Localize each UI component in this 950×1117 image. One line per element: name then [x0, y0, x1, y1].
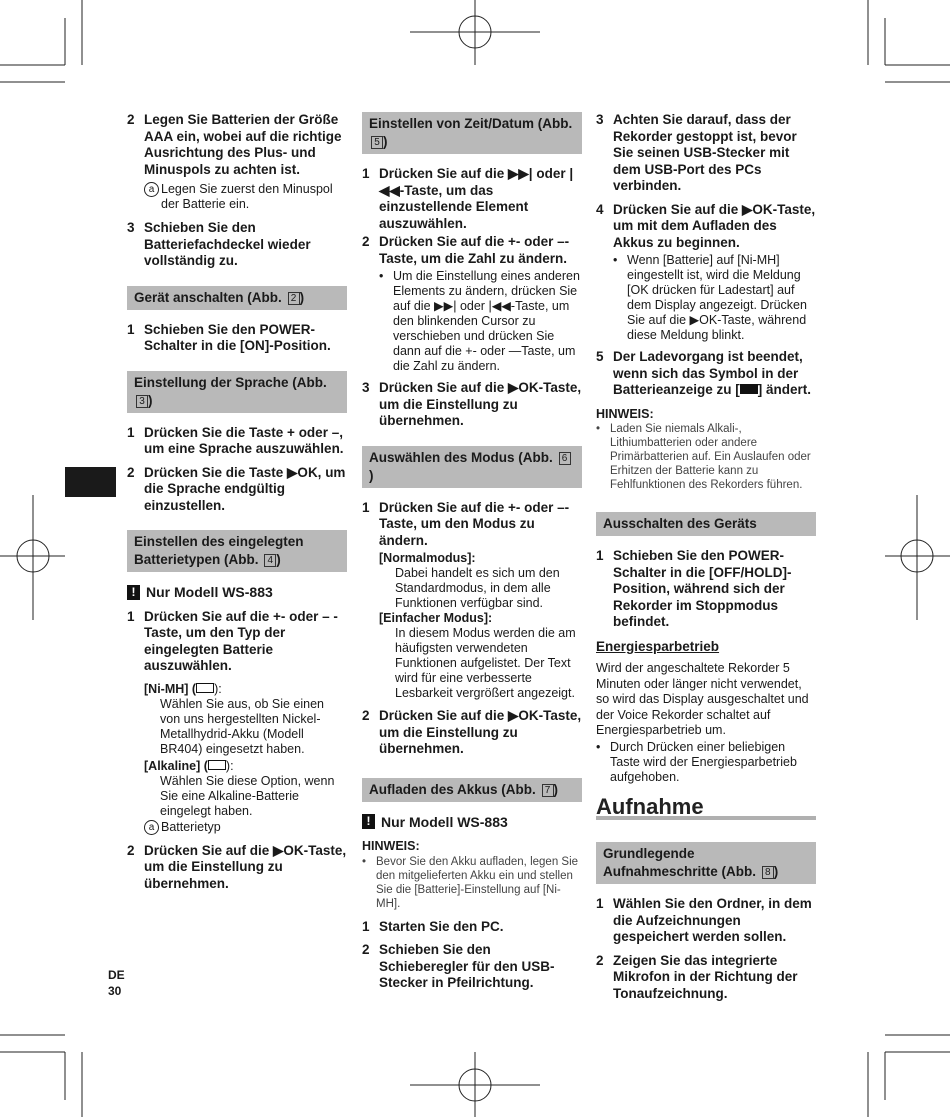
- simple-mode-desc: In diesem Modus werden die am häufigsten verwendeten Funktionen aufgelistet. Der Text wird für eine verbesserte Lesbarkeit vergrößert angezeigt.: [395, 626, 576, 700]
- alkaline-label: [Alkaline] ( ):: [144, 758, 234, 773]
- normal-mode-label: [Normalmodus]:: [379, 551, 476, 565]
- step-time-1: 1 Drücken Sie auf die ▶▶| oder |◀◀-Taste, um das einzustellende Element auszuwählen.: [362, 166, 574, 231]
- section-charge: Aufladen des Akkus (Abb. 7 ): [362, 778, 582, 802]
- battery-alkaline-icon: [208, 760, 226, 770]
- normal-mode-desc: Dabei handelt es sich um den Standardmodus, in dem alle Funktionen verfügbar sind.: [395, 566, 560, 610]
- step-off-1: 1 Schieben Sie den POWER-Schalter in die [OFF/HOLD]-Position, während sich der Rekorder im Stoppmodus befindet.: [596, 548, 792, 629]
- step-time-2: 2 Drücken Sie auf die +- oder –-Taste, um die Zahl zu ändern.: [362, 234, 570, 266]
- step-3: 3 Schieben Sie den Batteriefachdeckel wieder vollständig zu.: [127, 220, 311, 268]
- section-time-date: Einstellen von Zeit/Datum (Abb. 5 ): [362, 112, 582, 154]
- model-note: ! Nur Modell WS-883: [362, 814, 582, 831]
- time-bullet: • Um die Einstellung eines anderen Elements zu ändern, drücken Sie auf die ▶▶| oder |◀◀-Taste, um den blinkenden Cursor zu verschieben und drücken Sie dann auf die +- oder —Taste, um die Zahl zu ändern.: [379, 269, 580, 373]
- step-charge-5: 5 Der Ladevorgang ist beendet, wenn sich das Symbol in der Batterieanzeige zu [ ] ändert.: [596, 349, 812, 397]
- step-2: 2 Legen Sie Batterien der Größe AAA ein, wobei auf die richtige Ausrichtung des Plus- und Minuspols zu achten ist.: [127, 112, 342, 177]
- note-marker: a: [144, 820, 159, 835]
- nimh-desc: Wählen Sie aus, ob Sie einen von uns hergestellten Nickel-Metallhydrid-Akku (Modell BR404) eingesetzt haben.: [160, 696, 324, 756]
- section-language: Einstellung der Sprache (Abb. 3 ): [127, 371, 347, 413]
- charge-bullet: • Wenn [Batterie] auf [Ni-MH] eingestellt ist, wird die Meldung [OK drücken für Ladestart] auf dem Display angezeigt. Drücken Sie auf die ▶OK-Taste, während diese Meldung blinkt.: [613, 253, 807, 342]
- warning-icon: !: [362, 814, 375, 829]
- battery-nimh-icon: [196, 683, 214, 693]
- section-mode: Auswählen des Modus (Abb. 6): [362, 446, 582, 488]
- warning-icon: !: [127, 585, 140, 600]
- column-3: [596, 112, 816, 1009]
- alkaline-desc: Wählen Sie diese Option, wenn Sie eine Alkaline-Batterie eingelegt haben.: [160, 773, 335, 818]
- battery-type-note: a Batterietyp: [144, 820, 347, 835]
- step-record-1: 1 Wählen Sie den Ordner, in dem die Aufzeichnungen gespeichert werden sollen.: [596, 896, 812, 944]
- step-charge-2: 2 Schieben Sie den Schieberegler für den USB-Stecker in Pfeilrichtung.: [362, 942, 555, 990]
- step-lang-2: 2 Drücken Sie die Taste ▶OK, um die Sprache endgültig einzustellen.: [127, 464, 346, 513]
- section-battery-type: Einstellen des eingelegten Batterietypen (Abb. 4 ): [127, 530, 347, 572]
- step-mode-1: 1 Drücken Sie auf die +- oder –-Taste, um den Modus zu ändern.: [362, 499, 570, 548]
- step-lang-1: 1 Drücken Sie die Taste + oder –, um eine Sprache auszuwählen.: [127, 424, 344, 456]
- note-marker: a: [144, 182, 159, 197]
- section-power-off: Ausschalten des Geräts: [596, 512, 816, 536]
- step-charge-3: 3 Achten Sie darauf, dass der Rekorder gestoppt ist, bevor Sie seinen USB-Stecker mit dem USB-Port des PCs verbinden.: [596, 112, 797, 193]
- step-charge-4: 4 Drücken Sie auf die ▶OK-Taste, um mit dem Aufladen des Akkus zu beginnen.: [596, 201, 816, 250]
- simple-mode-label: [Einfacher Modus]:: [379, 611, 493, 625]
- nimh-label: [Ni-MH] ( ):: [144, 681, 222, 696]
- section-recording: Grundlegende Aufnahmeschritte (Abb. 8 ): [596, 842, 816, 884]
- model-note: ! Nur Modell WS-883: [127, 584, 347, 601]
- energy-save-heading: Energiesparbetrieb: [596, 638, 720, 654]
- energy-save-bullet: • Durch Drücken einer beliebigen Taste wird der Energiesparbetrieb aufgehoben.: [596, 739, 797, 784]
- hinweis-item: • Bevor Sie den Akku aufladen, legen Sie den mitgelieferten Akku ein und stellen Sie die [Batterie]-Einstellung auf [Ni-MH].: [362, 855, 579, 910]
- battery-full-icon: [740, 384, 758, 394]
- section-power-on: Gerät anschalten (Abb. 2 ): [127, 286, 347, 310]
- hinweis-heading: HINWEIS:: [362, 839, 420, 853]
- column-1: [127, 112, 347, 899]
- step-batt-1: 1 Drücken Sie auf die +- oder – -Taste, um den Typ der eingelegten Batterie auszuwählen.: [127, 608, 338, 673]
- step-charge-1: 1 Starten Sie den PC.: [362, 918, 504, 934]
- energy-save-text: Wird der angeschaltete Rekorder 5 Minuten oder länger nicht verwendet, so wird das Display ausgeschaltet und der Voice Rekorder schaltet auf Energiesparbetrieb um.: [596, 661, 809, 737]
- step-mode-2: 2 Drücken Sie auf die ▶OK-Taste, um die Einstellung zu übernehmen.: [362, 708, 582, 756]
- step-record-2: 2 Zeigen Sie das integrierte Mikrofon in der Richtung der Tonaufzeichnung.: [596, 952, 798, 1001]
- step-batt-2: 2 Drücken Sie auf die ▶OK-Taste, um die Einstellung zu übernehmen.: [127, 842, 347, 891]
- chapter-title: Aufnahme: [596, 799, 816, 821]
- page-footer: [108, 967, 125, 999]
- step-power-1: 1 Schieben Sie den POWER-Schalter in die [ON]-Position.: [127, 321, 331, 353]
- chapter-tab: [65, 467, 116, 497]
- step-time-3: 3 Drücken Sie auf die ▶OK-Taste, um die Einstellung zu übernehmen.: [362, 380, 582, 428]
- column-2: [362, 112, 582, 999]
- language-code: DE: [108, 968, 125, 982]
- hinweis-heading: HINWEIS:: [596, 406, 654, 421]
- hinweis-item: • Laden Sie niemals Alkali-, Lithiumbatterien oder andere Primärbatterien auf. Ein Auslaufen oder Erhitzen der Batterie kann zu Fehlfunktionen des Rekorders führen.: [596, 423, 811, 491]
- page-number: 30: [108, 984, 122, 998]
- note-a: a Legen Sie zuerst den Minuspol der Batterie ein.: [144, 182, 347, 212]
